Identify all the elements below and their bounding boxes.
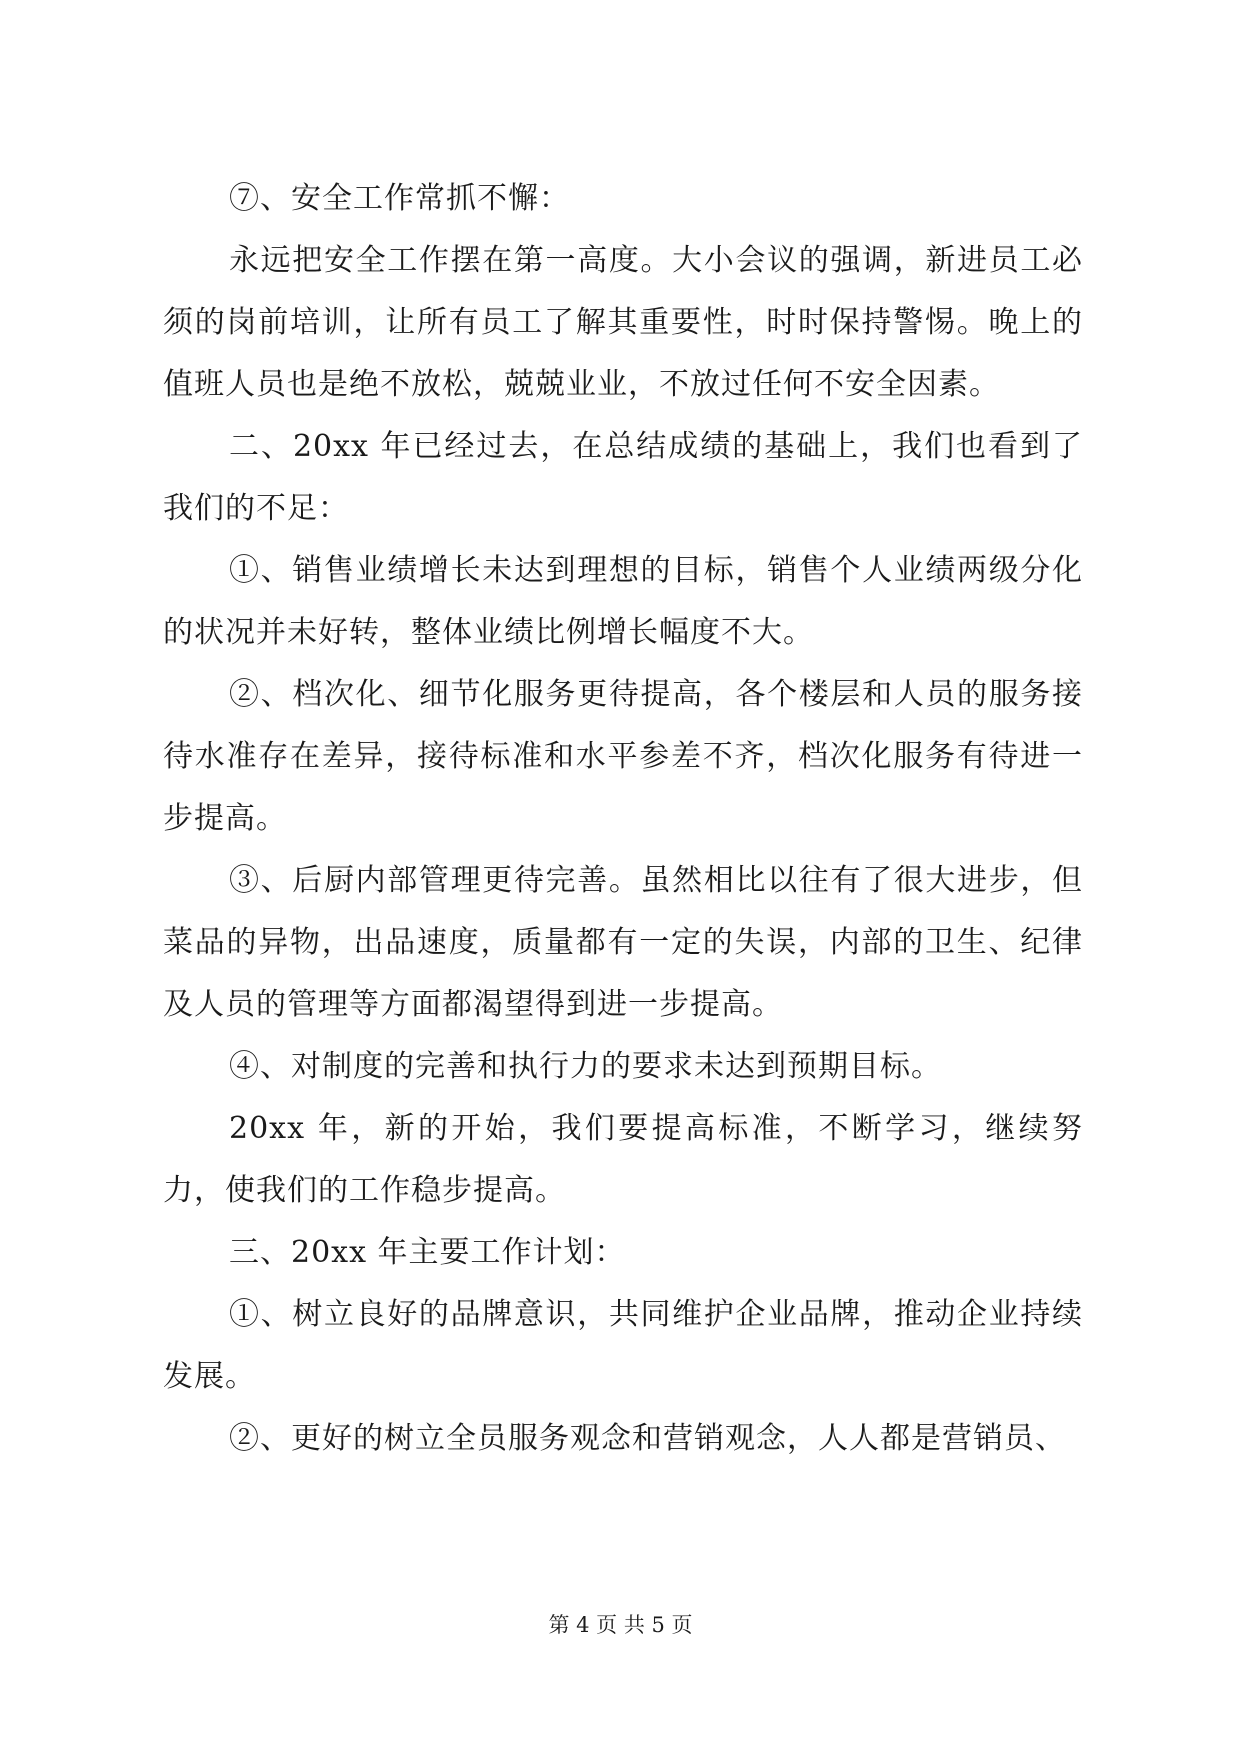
paragraph: ①、树立良好的品牌意识，共同维护企业品牌，推动企业持续发展。	[163, 1297, 1083, 1394]
document-body	[163, 168, 1083, 1470]
paragraph: ⑦、安全工作常抓不懈：	[229, 181, 570, 216]
paragraph: 20xx 年，新的开始，我们要提高标准，不断学习，继续努力，使我们的工作稳步提高。	[163, 1111, 1083, 1208]
paragraph: 三、20xx 年主要工作计划：	[229, 1235, 626, 1270]
paragraph: ②、档次化、细节化服务更待提高，各个楼层和人员的服务接待水准存在差异，接待标准和水平参差不齐，档次化服务有待进一步提高。	[163, 677, 1083, 836]
paragraph: ④、对制度的完善和执行力的要求未达到预期目标。	[229, 1049, 942, 1084]
paragraph: 二、20xx 年已经过去，在总结成绩的基础上，我们也看到了我们的不足：	[163, 429, 1083, 526]
paragraph: ②、更好的树立全员服务观念和营销观念，人人都是营销员、	[229, 1421, 1066, 1456]
paragraph: ③、后厨内部管理更待完善。虽然相比以往有了很大进步，但菜品的异物，出品速度，质量都有一定的失误，内部的卫生、纪律及人员的管理等方面都渴望得到进一步提高。	[163, 863, 1083, 1022]
paragraph: 永远把安全工作摆在第一高度。大小会议的强调，新进员工必须的岗前培训，让所有员工了解其重要性，时时保持警惕。晚上的值班人员也是绝不放松，兢兢业业，不放过任何不安全因素。	[163, 243, 1083, 402]
paragraph: ①、销售业绩增长未达到理想的目标，销售个人业绩两级分化的状况并未好转，整体业绩比例增长幅度不大。	[163, 553, 1083, 650]
page-number-footer: 第 4 页 共 5 页	[548, 1613, 693, 1637]
